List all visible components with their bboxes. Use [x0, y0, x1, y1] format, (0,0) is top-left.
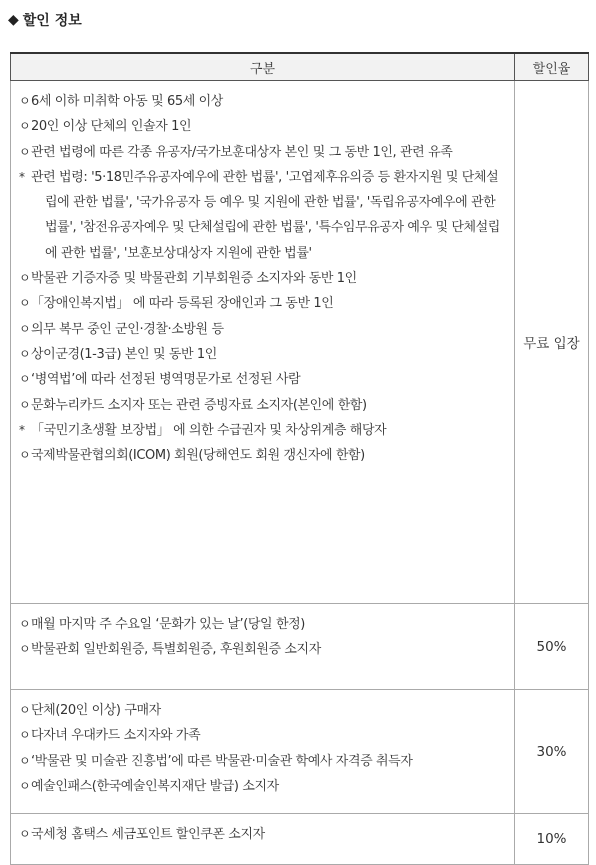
- item-text: 국제박물관협의회(ICOM) 회원(당해연도 회원 갱신자에 한함): [31, 448, 365, 464]
- list-item: [11, 367, 514, 392]
- list-item: [11, 342, 514, 367]
- category-cell: [11, 814, 515, 865]
- item-text: 「장애인복지법」 에 따라 등록된 장애인과 그 동반 1인: [31, 296, 334, 312]
- table-row-30: [11, 690, 589, 814]
- rate-cell: 50%: [515, 604, 589, 690]
- list-item: [11, 89, 514, 114]
- list-item: [11, 317, 514, 342]
- item-text: 관련 법령: '5·18민주유공자예우에 관한 법률', '고엽제후유의증 등 환자지원 및 단체설립에 관한 법률', '국가유공자 등 예우 및 지원에 관한 법률', '독립유공자예우에 관한 법률', '참전유공자예우 및 단체설립에 관한 법률', '특수임무유공자 예우 및 단체설립에 관한 법률', '보훈보상대상자 지원에 관한 법률': [31, 169, 500, 261]
- table-header-row: [11, 53, 589, 81]
- category-cell: [11, 604, 515, 690]
- circle-bullet-icon: ㅇ: [19, 296, 31, 311]
- item-text: 다자녀 우대카드 소지자와 가족: [31, 728, 201, 744]
- list-item: [11, 291, 514, 316]
- section-title: [8, 8, 82, 32]
- item-text: ‘박물관 및 미술관 진흥법’에 따른 박물관·미술관 학예사 자격증 취득자: [31, 753, 413, 769]
- rate-cell: 10%: [515, 814, 589, 865]
- circle-bullet-icon: ㅇ: [19, 728, 31, 743]
- item-text: 단체(20인 이상) 구매자: [31, 703, 161, 718]
- circle-bullet-icon: ㅇ: [19, 617, 31, 631]
- header-rate: 할인율: [515, 53, 589, 81]
- circle-bullet-icon: ㅇ: [19, 372, 31, 387]
- circle-bullet-icon: ㅇ: [19, 753, 31, 768]
- list-item: [11, 698, 514, 723]
- item-text: 박물관회 일반회원증, 특별회원증, 후원회원증 소지자: [31, 642, 321, 658]
- circle-bullet-icon: ㅇ: [19, 827, 31, 841]
- circle-bullet-icon: ㅇ: [19, 448, 31, 463]
- list-item: [11, 612, 514, 637]
- rate-cell: 30%: [515, 690, 589, 814]
- circle-bullet-icon: ㅇ: [19, 119, 31, 134]
- list-item: [11, 774, 514, 799]
- note-item: [11, 165, 514, 266]
- circle-bullet-icon: ㅇ: [19, 144, 31, 159]
- circle-bullet-icon: ㅇ: [19, 703, 31, 717]
- list-item: [11, 723, 514, 748]
- rate-cell: 무료 입장: [515, 81, 589, 604]
- list-item: [11, 637, 514, 662]
- list-item: [11, 822, 514, 847]
- table-row-free: [11, 81, 589, 604]
- item-text: 6세 이하 미취학 아동 및 65세 이상: [31, 94, 223, 109]
- circle-bullet-icon: ㅇ: [19, 778, 31, 793]
- circle-bullet-icon: ㅇ: [19, 642, 31, 657]
- table-row-10: [11, 814, 589, 865]
- item-text: 박물관 기증자증 및 박물관회 기부회원증 소지자와 동반 1인: [31, 271, 357, 287]
- note-item: [11, 418, 514, 443]
- item-text: 매월 마지막 주 수요일 ‘문화가 있는 날’(당일 한정): [31, 617, 305, 632]
- item-text: 상이군경(1-3급) 본인 및 동반 1인: [31, 346, 217, 362]
- list-item: [11, 266, 514, 291]
- circle-bullet-icon: ㅇ: [19, 397, 31, 412]
- circle-bullet-icon: ㅇ: [19, 94, 31, 108]
- circle-bullet-icon: ㅇ: [19, 346, 31, 361]
- item-text: 20인 이상 단체의 인솔자 1인: [31, 119, 192, 135]
- item-text: 「국민기초생활 보장법」 에 의한 수급권자 및 차상위계층 해당자: [31, 422, 387, 438]
- header-category: 구분: [11, 53, 515, 81]
- diamond-bullet-icon: ◆: [8, 12, 19, 28]
- item-text: ‘병역법’에 따라 선정된 병역명문가로 선정된 사람: [31, 372, 301, 388]
- section-title-text: 할인 정보: [22, 13, 82, 29]
- item-text: 문화누리카드 소지자 또는 관련 증빙자료 소지자(본인에 한함): [31, 397, 367, 413]
- asterisk-icon: *: [19, 169, 25, 184]
- list-item: [11, 393, 514, 418]
- item-text: 의무 복무 중인 군인·경찰·소방원 등: [31, 321, 224, 337]
- category-cell: [11, 690, 515, 814]
- asterisk-icon: *: [19, 422, 25, 437]
- circle-bullet-icon: ㅇ: [19, 321, 31, 336]
- list-item: [11, 443, 514, 468]
- category-cell: [11, 81, 515, 604]
- discount-table: [10, 52, 589, 865]
- circle-bullet-icon: ㅇ: [19, 271, 31, 286]
- list-item: [11, 140, 514, 165]
- list-item: [11, 114, 514, 139]
- table-row-50: [11, 604, 589, 690]
- item-text: 관련 법령에 따른 각종 유공자/국가보훈대상자 본인 및 그 동반 1인, 관련 유족: [31, 144, 453, 160]
- item-text: 국세청 홈택스 세금포인트 할인쿠폰 소지자: [31, 827, 265, 842]
- list-item: [11, 749, 514, 774]
- item-text: 예술인패스(한국예술인복지재단 발급) 소지자: [31, 778, 279, 794]
